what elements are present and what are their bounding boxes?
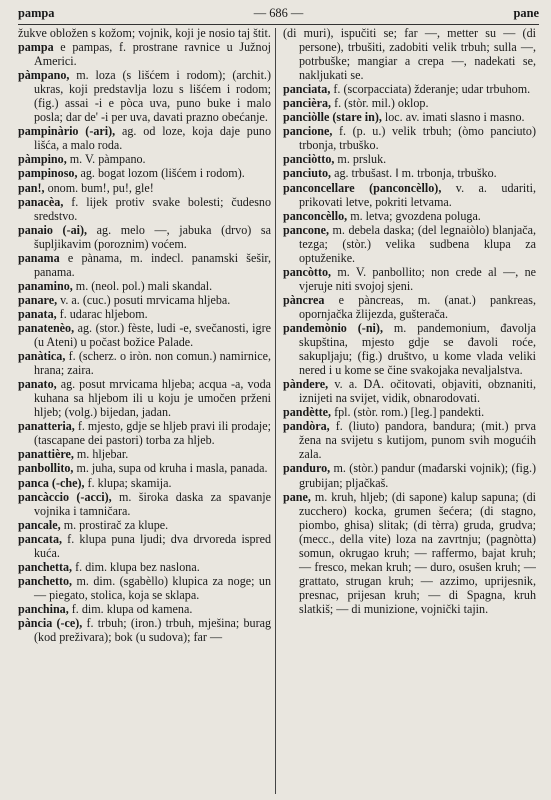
entry-headword: pandemònio (-ni), [283, 320, 383, 335]
entry-headword: panciuto, [283, 166, 332, 181]
dictionary-entry [18, 152, 271, 166]
entry-definition: m. prostirač za klupe. [60, 517, 169, 532]
entry-definition: f. trbuh; (iron.) trbuh, mješina; burag (kod preživara); bok (u sudova); far — [34, 615, 271, 645]
entry-headword: pancièra, [283, 96, 332, 111]
left-column [18, 26, 271, 796]
entry-headword: panca (-che), [18, 475, 85, 490]
dictionary-entry [18, 602, 271, 616]
entry-headword: pàmpino, [18, 152, 67, 167]
dictionary-entry [18, 490, 271, 518]
entry-definition: f. dim. klupa bez naslona. [72, 559, 200, 574]
entry-definition: f. (stòr. mil.) oklop. [331, 96, 429, 111]
entry-definition: f. (scorpacciata) žderanje; udar trbuhom. [330, 82, 531, 97]
entry-headword: panaio (-ai), [18, 222, 88, 237]
entry-definition: f. (scherz. o iròn. non comun.) namirnice, hrana; zaira. [34, 349, 271, 378]
entry-definition: m. pandemonium, đavolja skupština, mjesto gdje se đavoli roće, sakupljaju; (fig.) društvo, u kome vlada veliki nered i u kome se čine svakojaka nevaljalstva. [299, 320, 536, 378]
entry-headword: pancòtto, [283, 264, 332, 279]
entry-headword: pàmpano, [18, 68, 70, 83]
dictionary-entry [18, 124, 271, 152]
entry-definition: m. kruh, hljeb; (di sapone) kalup sapuna; (di zucchero) kocka, grumen šećera; (di stagno, piombo, ghisa) slitak; (di tèrra) gruda, grudva; (mecc., della vite) loza na zavrtnju; (pagnòtta) somun, okrugao kruh; — raffermo, bajat kruh; — fresco, mekan kruh; — duro, osušen kruh; — grattato, strugan kruh; — azzimo, uprijesnik, presnac, prijesan kruh; — di Spagna, kruh slatkiš; — di munizione, vojnički tajin. [299, 489, 536, 616]
entry-definition: m. V. pàmpano. [66, 152, 146, 167]
dictionary-entry [18, 68, 271, 124]
entry-definition: f. lijek protiv svake bolesti; čudesno sredstvo. [34, 194, 271, 223]
dictionary-entry [18, 616, 271, 644]
dictionary-entry [18, 26, 271, 40]
entry-definition: onom. bum!, pu!, gle! [44, 180, 154, 195]
running-header [18, 6, 539, 24]
entry-headword: pane, [283, 489, 311, 504]
dictionary-entry [283, 293, 536, 321]
entry-headword: panàtica, [18, 349, 66, 364]
dictionary-entry [283, 490, 536, 616]
dictionary-entry [283, 152, 536, 166]
entry-headword: panatenèo, [18, 320, 75, 335]
entry-definition: m. juha, supa od kruha i masla, panada. [73, 461, 268, 476]
dictionary-entry [283, 110, 536, 124]
dictionary-entry [18, 532, 271, 560]
entry-headword: pancata, [18, 531, 63, 546]
entry-definition: žukve obložen s kožom; vojnik, koji je nosio taj štit. [18, 26, 271, 40]
dictionary-entry [18, 307, 271, 321]
entry-definition: ag. bogat lozom (lišćem i rodom). [77, 166, 245, 181]
entry-headword: pancone, [283, 222, 330, 237]
entry-definition: v. a. udariti, prikovati letve, pokriti letvama. [299, 180, 536, 209]
entry-definition: m. hljebar. [73, 447, 129, 462]
dictionary-entry [283, 209, 536, 223]
entry-headword: pàndere, [283, 377, 329, 392]
dictionary-entry [18, 574, 271, 602]
entry-definition: m. debela daska; (del legnaiòlo) blanjača, tezga; (stòr.) velika sudbena klupa za optuženike. [299, 222, 536, 265]
entry-definition: fpl. (stòr. rom.) [leg.] pandekti. [331, 405, 485, 420]
entry-headword: pància (-ce), [18, 615, 83, 630]
entry-headword: panciòlle (stare in), [283, 110, 382, 125]
dictionary-entry [283, 96, 536, 110]
header-rule [18, 24, 539, 25]
dictionary-entry [18, 476, 271, 490]
entry-definition: m. letva; gvozdena poluga. [347, 208, 481, 223]
dictionary-entry [283, 405, 536, 419]
header-right-guide-word: pane [513, 6, 539, 20]
entry-definition: ag. posut mrvicama hljeba; acqua -a, voda kuhana sa hljebom ili u koju je umočen prženi hljeb; (volg.) bijedan, jadan. [34, 377, 271, 420]
dictionary-entry [18, 293, 271, 307]
entry-definition: e pànama, m. indecl. panamski šešir, panama. [34, 250, 271, 279]
entry-definition: m. široka daska za spavanje vojnika i tamničara. [34, 489, 271, 518]
entry-definition: e pàncreas, m. (anat.) pankreas, opornjačka žlijezda, gušterača. [299, 292, 536, 321]
dictionary-entry [18, 251, 271, 279]
dictionary-entry [283, 265, 536, 293]
dictionary-entry [18, 419, 271, 447]
entry-headword: pampinoso, [18, 166, 78, 181]
dictionary-entry [283, 166, 536, 180]
entry-headword: panata, [18, 306, 57, 321]
dictionary-entry [18, 560, 271, 574]
entry-headword: panato, [18, 377, 57, 392]
entry-headword: panconcèllo, [283, 208, 348, 223]
entry-headword: panamino, [18, 278, 73, 293]
entry-definition: m. (neol. pol.) mali skandal. [72, 278, 213, 293]
dictionary-entry [18, 40, 271, 68]
dictionary-entry [283, 377, 536, 405]
entry-definition: v. a. DA. očitovati, objaviti, obznaniti, iznijeti na svijet, vidik, obnarodovati. [299, 377, 536, 406]
dictionary-entry [18, 181, 271, 195]
entry-definition: m. prsluk. [334, 152, 387, 167]
entry-headword: panbollito, [18, 461, 74, 476]
entry-headword: panatteria, [18, 419, 75, 434]
entry-headword: panciòtto, [283, 152, 335, 167]
entry-definition: m. loza (s lišćem i rodom); (archit.) ukras, koji predstavlja lozu s lišćem i rodom; (fig.) assai -i e pòca uva, puno buke i malo posla; dar de' -i per uva, davati prazno obećanje. [34, 68, 271, 125]
entry-headword: pandètte, [283, 405, 332, 420]
dictionary-entry [18, 447, 271, 461]
dictionary-entry [283, 321, 536, 377]
entry-headword: panchina, [18, 601, 69, 616]
entry-headword: panacèa, [18, 194, 64, 209]
entry-definition: ag. trbušast. ‖ m. trbonja, trbuško. [331, 166, 497, 181]
entry-headword: panama [18, 250, 60, 265]
dictionary-entry [18, 223, 271, 251]
entry-definition: f. (liuto) pandora, bandura; (mit.) prva žena na svijetu s kutijom, punom svih mogućih zala. [299, 419, 536, 462]
dictionary-entry [283, 124, 536, 152]
dictionary-entry [18, 195, 271, 223]
entry-headword: panconcellare (panconcèllo), [283, 180, 442, 195]
entry-headword: pancàccio (-acci), [18, 489, 112, 504]
entry-definition: f. udarac hljebom. [56, 306, 148, 321]
header-left-guide-word: pampa [18, 6, 55, 20]
dictionary-entry [18, 279, 271, 293]
entry-definition: (di muri), ispučiti se; far —, metter su — (di persone), trbušiti, zadobiti velik trbuh; sulla —, potrbuške; mangiar a crepa —, nadekati se, nakljukati se. [283, 26, 536, 83]
right-column [283, 26, 536, 796]
entry-definition: f. (p. u.) velik trbuh; (òmo panciuto) trbonja, trbuško. [299, 124, 536, 153]
entry-headword: pandòra, [283, 419, 330, 434]
entry-headword: pancione, [283, 124, 333, 139]
entry-definition: loc. av. imati slasno i masno. [381, 110, 525, 125]
dictionary-entry [283, 461, 536, 489]
dictionary-entry [18, 166, 271, 180]
entry-definition: ag. (stor.) fèste, ludi -e, svečanosti, igre (u Ateni) u počast božice Palade. [34, 320, 271, 350]
entry-definition: f. klupa; skamija. [84, 475, 172, 490]
entry-definition: e pampas, f. prostrane ravnice u Južnoj Americi. [34, 40, 271, 69]
dictionary-entry [18, 349, 271, 377]
entry-headword: pampa [18, 40, 54, 55]
entry-definition: m. V. panbollito; non crede al —, ne vjeruje niti svojoj sjeni. [299, 264, 536, 293]
entry-definition: ag. melo —, jabuka (drvo) sa šupljikavim (poroznim) voćem. [34, 222, 271, 251]
page-number: — 686 — [253, 6, 304, 20]
entry-definition: ag. od loze, koja daje puno lišća, a malo roda. [34, 124, 271, 153]
dictionary-entry [18, 518, 271, 532]
entry-headword: panduro, [283, 461, 331, 476]
entry-definition: m. (stòr.) pandur (mađarski vojnik); (fig.) grubijan; pljačkaš. [299, 461, 536, 490]
dictionary-entry [283, 181, 536, 209]
entry-headword: panchetto, [18, 573, 73, 588]
entry-definition: v. a. (cuc.) posuti mrvicama hljeba. [57, 292, 231, 307]
entry-definition: m. dim. (sgabèllo) klupica za noge; un — piegato, stolica, koja se sklapa. [34, 573, 271, 602]
dictionary-entry [283, 419, 536, 461]
dictionary-entry [283, 26, 536, 82]
dictionary-entry [18, 321, 271, 349]
dictionary-entry [18, 377, 271, 419]
entry-headword: pancale, [18, 517, 61, 532]
entry-headword: panare, [18, 292, 58, 307]
entry-headword: pàncrea [283, 292, 325, 307]
dictionary-entry [283, 223, 536, 265]
entry-headword: panchetta, [18, 559, 73, 574]
entry-headword: pampinàrio (-ari), [18, 124, 116, 139]
entry-definition: f. dim. klupa od kamena. [68, 601, 193, 616]
entry-headword: pan!, [18, 180, 45, 195]
entry-definition: f. klupa puna ljudi; dva drvoreda ispred kuća. [34, 531, 271, 560]
entry-headword: panattière, [18, 447, 74, 462]
column-divider [275, 28, 276, 794]
entry-headword: panciata, [283, 82, 331, 97]
dictionary-entry [283, 82, 536, 96]
entry-definition: f. mjesto, gdje se hljeb pravi ili prodaje; (tascapane dei pastori) torba za hljeb. [34, 419, 271, 448]
dictionary-entry [18, 461, 271, 475]
